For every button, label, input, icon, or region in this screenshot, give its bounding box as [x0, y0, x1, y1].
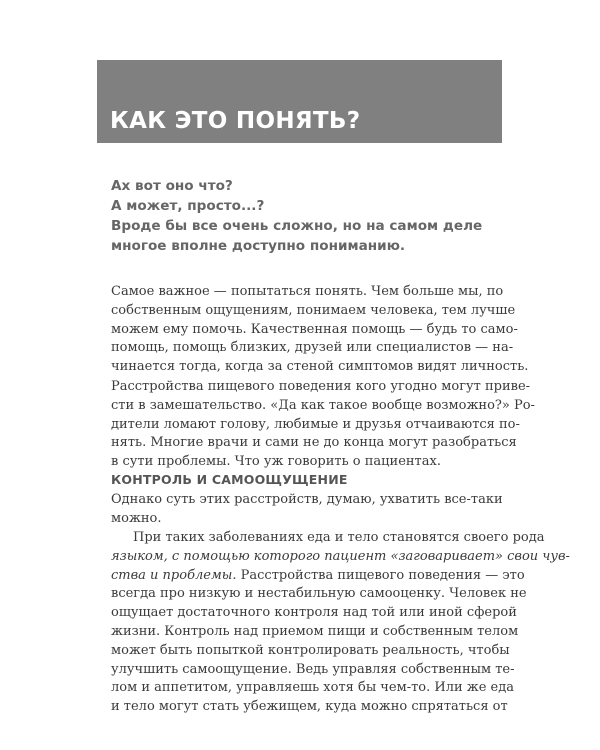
text-line: может быть попыткой контролировать реальность, чтобы	[111, 642, 510, 658]
italic-text: ства и проблемы.	[111, 567, 237, 583]
section-heading: КОНТРОЛЬ И САМООЩУЩЕНИЕ	[111, 472, 348, 487]
text: Расстройства пищевого поведения — это	[236, 567, 525, 583]
text-line: Самое важное — попытаться понять. Чем больше мы, по	[111, 284, 504, 299]
text-line: дители ломают голову, любимые и друзья отчаиваются по-	[111, 416, 520, 432]
text-line: в сути проблемы. Что уж говорить о пациентах.	[111, 454, 441, 470]
text-line: нять. Многие врачи и сами не до конца могут разобраться	[111, 435, 517, 451]
paragraph-1	[111, 283, 529, 377]
text-line: и тело могут стать убежищем, куда можно спрятаться от	[111, 699, 508, 715]
text-line-italic: языком, с помощью которого пациент «заговаривает» свои чув-	[111, 548, 570, 564]
text-line: всегда про низкую и нестабильную самооценку. Человек не	[111, 586, 527, 602]
paragraph-3	[111, 491, 503, 529]
text-line: собственным ощущениям, понимаем человека, тем лучше	[111, 302, 516, 318]
chapter-epigraph	[111, 176, 501, 256]
text-line: чинается тогда, когда за стеной симптомов видят личность.	[111, 359, 529, 375]
chapter-title: КАК ЭТО ПОНЯТЬ?	[110, 108, 361, 134]
text-line: Расстройства пищевого поведения кого угодно могут приве-	[111, 379, 531, 394]
intro-line: Ах вот оно что?	[111, 178, 233, 194]
intro-line: многое вполне доступно пониманию.	[111, 238, 406, 254]
text-line: можно.	[111, 510, 162, 526]
paragraph-2	[111, 378, 535, 472]
intro-line: Вроде бы все очень сложно, но на самом деле	[111, 218, 483, 234]
paragraph-4	[111, 529, 570, 717]
text-line: Однако суть этих расстройств, думаю, ухватить все-таки	[111, 492, 503, 507]
text-line: лом и аппетитом, управляешь хотя бы чем-то. Или же еда	[111, 680, 514, 696]
text-line: сти в замешательство. «Да как такое вообще возможно?» Ро-	[111, 397, 535, 413]
text-line: жизни. Контроль над приемом пищи и собственным телом	[111, 623, 519, 639]
text-line: помощь, помощь близких, друзей или специалистов — на-	[111, 340, 514, 356]
chapter-banner	[97, 60, 502, 143]
text-line: можем ему помочь. Качественная помощь — будь то само-	[111, 321, 518, 337]
text-line: улучшить самоощущение. Ведь управляя собственным те-	[111, 661, 515, 677]
text-line: При таких заболеваниях еда и тело становятся своего рода	[133, 530, 545, 545]
intro-line: А может, просто...?	[111, 198, 265, 214]
text-line: ощущает достаточного контроля над той или иной сферой	[111, 605, 517, 621]
